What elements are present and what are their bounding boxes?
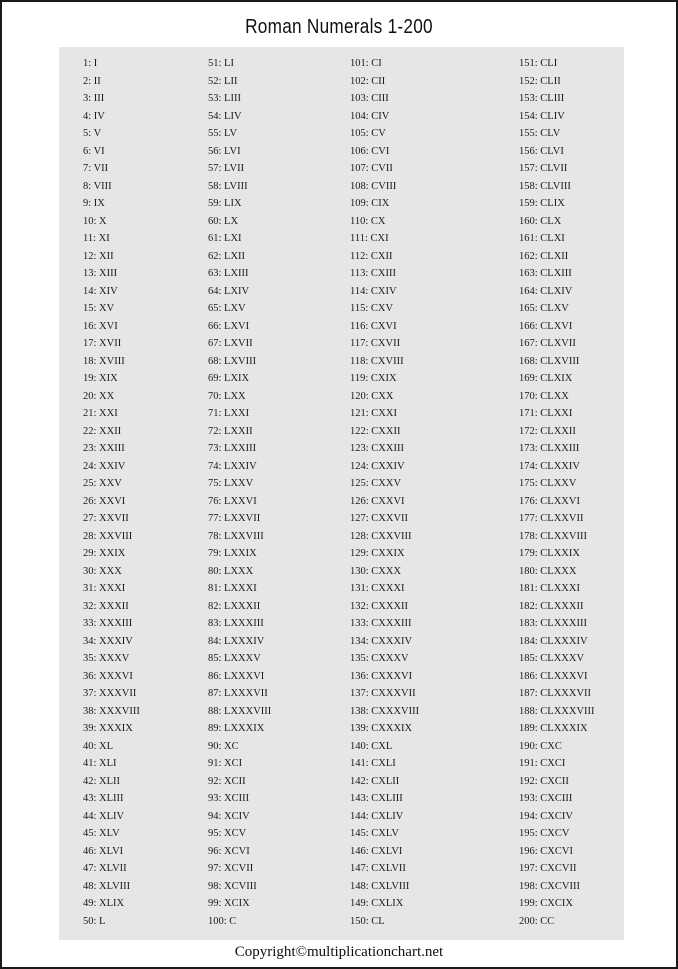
numeral-entry: 29: XXIX xyxy=(83,548,126,559)
numeral-entry: 165: CLXV xyxy=(519,303,569,314)
numeral-entry: 196: CXCVI xyxy=(519,845,573,857)
numeral-entry: 54: LIV xyxy=(208,110,242,122)
numeral-entry: 55: LV xyxy=(208,128,238,139)
numeral-entry: 45: XLV xyxy=(83,828,120,839)
numeral-entry: 3: III xyxy=(83,93,105,104)
numeral-entry: 199: CXCIX xyxy=(519,898,573,909)
numeral-entry: 25: XXV xyxy=(83,478,122,489)
numeral-entry: 115: CXV xyxy=(350,303,394,314)
numeral-entry: 72: LXXII xyxy=(208,425,253,437)
numeral-entry: 113: CXIII xyxy=(350,268,396,279)
numeral-entry: 80: LXXX xyxy=(208,565,254,577)
numeral-entry: 191: CXCI xyxy=(519,758,566,769)
numeral-entry: 14: XIV xyxy=(83,285,118,297)
numeral-entry: 83: LXXXIII xyxy=(208,618,264,629)
numeral-column-3 xyxy=(350,55,419,930)
numeral-entry: 12: XII xyxy=(83,250,114,262)
numeral-entry: 106: CVI xyxy=(350,145,390,157)
page-title: Roman Numerals 1-200 xyxy=(245,16,433,38)
numeral-entry: 107: CVII xyxy=(350,163,393,174)
numeral-entry: 100: C xyxy=(208,915,237,927)
numeral-entry: 33: XXXIII xyxy=(83,618,133,629)
numeral-entry: 47: XLVII xyxy=(83,863,127,874)
numeral-entry: 181: CLXXXI xyxy=(519,583,580,594)
numeral-entry: 94: XCIV xyxy=(208,810,250,822)
numeral-entry: 182: CLXXXII xyxy=(519,600,584,612)
numeral-entry: 56: LVI xyxy=(208,145,241,157)
numeral-entry: 147: CXLVII xyxy=(350,863,406,874)
numeral-column-4 xyxy=(519,55,595,930)
numeral-entry: 179: CLXXIX xyxy=(519,548,580,559)
numeral-entry: 49: XLIX xyxy=(83,898,125,909)
numeral-entry: 184: CLXXXIV xyxy=(519,635,588,647)
numeral-entry: 46: XLVI xyxy=(83,845,124,857)
numeral-entry: 138: CXXXVIII xyxy=(350,705,420,717)
numeral-entry: 16: XVI xyxy=(83,320,118,332)
numeral-entry: 36: XXXVI xyxy=(83,670,133,682)
numeral-entry: 82: LXXXII xyxy=(208,600,261,612)
numeral-entry: 186: CLXXXVI xyxy=(519,670,588,682)
numeral-entry: 86: LXXXVI xyxy=(208,670,265,682)
numeral-entry: 6: VI xyxy=(83,145,105,157)
numeral-entry: 75: LXXV xyxy=(208,478,254,489)
numeral-entry: 28: XXVIII xyxy=(83,530,133,542)
numeral-entry: 140: CXL xyxy=(350,740,393,752)
numeral-entry: 35: XXXV xyxy=(83,653,130,664)
numeral-entry: 155: CLV xyxy=(519,128,561,139)
numeral-entry: 129: CXXIX xyxy=(350,548,405,559)
numeral-entry: 42: XLII xyxy=(83,775,121,787)
numeral-entry: 73: LXXIII xyxy=(208,443,257,454)
numeral-entry: 126: CXXVI xyxy=(350,495,405,507)
numeral-entry: 70: LXX xyxy=(208,390,246,402)
numeral-entry: 34: XXXIV xyxy=(83,635,133,647)
numeral-entry: 134: CXXXIV xyxy=(350,635,413,647)
numeral-entry: 189: CLXXXIX xyxy=(519,723,588,734)
numeral-entry: 40: XL xyxy=(83,740,114,752)
numeral-entry: 152: CLII xyxy=(519,75,561,87)
numeral-entry: 141: CXLI xyxy=(350,758,396,769)
numeral-entry: 110: CX xyxy=(350,215,386,227)
numeral-entry: 124: CXXIV xyxy=(350,460,405,472)
numeral-entry: 69: LXIX xyxy=(208,373,250,384)
numeral-entry: 26: XXVI xyxy=(83,495,126,507)
numeral-entry: 190: CXC xyxy=(519,740,562,752)
numeral-entry: 142: CXLII xyxy=(350,775,400,787)
numeral-entry: 118: CXVIII xyxy=(350,355,404,367)
numeral-entry: 123: CXXIII xyxy=(350,443,404,454)
numeral-entry: 168: CLXVIII xyxy=(519,355,580,367)
numeral-entry: 136: CXXXVI xyxy=(350,670,413,682)
numeral-entry: 151: CLI xyxy=(519,58,558,69)
numeral-entry: 185: CLXXXV xyxy=(519,653,585,664)
numeral-entry: 95: XCV xyxy=(208,828,247,839)
numeral-entry: 48: XLVIII xyxy=(83,880,131,892)
numeral-entry: 41: XLI xyxy=(83,758,117,769)
numeral-entry: 2: II xyxy=(83,75,101,87)
numeral-entry: 183: CLXXXIII xyxy=(519,618,587,629)
numeral-entry: 170: CLXX xyxy=(519,390,569,402)
numeral-entry: 143: CXLIII xyxy=(350,793,403,804)
numeral-entry: 159: CLIX xyxy=(519,198,565,209)
numeral-entry: 96: XCVI xyxy=(208,845,250,857)
numeral-column-2 xyxy=(208,55,271,930)
numeral-entry: 193: CXCIII xyxy=(519,793,573,804)
numeral-entry: 169: CLXIX xyxy=(519,373,573,384)
numeral-entry: 114: CXIV xyxy=(350,285,397,297)
numeral-entry: 120: CXX xyxy=(350,390,394,402)
numeral-entry: 133: CXXXIII xyxy=(350,618,412,629)
numeral-entry: 31: XXXI xyxy=(83,583,126,594)
numeral-entry: 65: LXV xyxy=(208,303,246,314)
numeral-entry: 128: CXXVIII xyxy=(350,530,412,542)
numeral-entry: 50: L xyxy=(83,915,106,927)
numeral-entry: 109: CIX xyxy=(350,198,390,209)
numeral-entry: 92: XCII xyxy=(208,775,246,787)
numeral-entry: 176: CLXXVI xyxy=(519,495,580,507)
numeral-entry: 32: XXXII xyxy=(83,600,129,612)
numeral-entry: 60: LX xyxy=(208,215,239,227)
numeral-entry: 200: CC xyxy=(519,915,555,927)
numeral-entry: 153: CLIII xyxy=(519,93,565,104)
numeral-entry: 178: CLXXVIII xyxy=(519,530,587,542)
numeral-entry: 38: XXXVIII xyxy=(83,705,140,717)
numeral-entry: 91: XCI xyxy=(208,758,243,769)
numeral-entry: 187: CLXXXVII xyxy=(519,688,592,699)
numeral-entry: 10: X xyxy=(83,215,107,227)
numeral-entry: 156: CLVI xyxy=(519,145,564,157)
numeral-entry: 158: CLVIII xyxy=(519,180,571,192)
numeral-entry: 8: VIII xyxy=(83,180,112,192)
numeral-entry: 171: CLXXI xyxy=(519,408,573,419)
numeral-entry: 13: XIII xyxy=(83,268,118,279)
numeral-entry: 15: XV xyxy=(83,303,115,314)
numeral-entry: 135: CXXXV xyxy=(350,653,409,664)
numeral-column-1 xyxy=(83,55,140,930)
numeral-entry: 198: CXCVIII xyxy=(519,880,580,892)
numeral-entry: 84: LXXXIV xyxy=(208,635,265,647)
numeral-entry: 162: CLXII xyxy=(519,250,569,262)
numeral-entry: 74: LXXIV xyxy=(208,460,257,472)
numeral-entry: 132: CXXXII xyxy=(350,600,409,612)
numeral-entry: 163: CLXIII xyxy=(519,268,572,279)
numeral-entry: 125: CXXV xyxy=(350,478,402,489)
numeral-entry: 112: CXII xyxy=(350,250,393,262)
numerals-panel xyxy=(59,47,624,940)
numeral-entry: 180: CLXXX xyxy=(519,565,577,577)
numeral-entry: 78: LXXVIII xyxy=(208,530,264,542)
numeral-entry: 119: CXIX xyxy=(350,373,397,384)
numeral-entry: 71: LXXI xyxy=(208,408,250,419)
numeral-entry: 57: LVII xyxy=(208,163,245,174)
numeral-entry: 195: CXCV xyxy=(519,828,570,839)
numeral-entry: 62: LXII xyxy=(208,250,246,262)
numeral-entry: 174: CLXXIV xyxy=(519,460,580,472)
numeral-entry: 105: CV xyxy=(350,128,386,139)
numeral-entry: 11: XI xyxy=(83,233,110,244)
numeral-entry: 173: CLXXIII xyxy=(519,443,580,454)
numeral-entry: 101: CI xyxy=(350,58,382,69)
numeral-entry: 63: LXIII xyxy=(208,268,249,279)
numeral-entry: 99: XCIX xyxy=(208,898,250,909)
numeral-entry: 53: LIII xyxy=(208,93,241,104)
numeral-entry: 18: XVIII xyxy=(83,355,125,367)
numeral-entry: 66: LXVI xyxy=(208,320,250,332)
numeral-entry: 108: CVIII xyxy=(350,180,397,192)
numeral-entry: 111: CXI xyxy=(350,233,389,244)
numeral-entry: 43: XLIII xyxy=(83,793,124,804)
numeral-entry: 79: LXXIX xyxy=(208,548,257,559)
numeral-entry: 197: CXCVII xyxy=(519,863,577,874)
numeral-entry: 144: CXLIV xyxy=(350,810,404,822)
numeral-entry: 116: CXVI xyxy=(350,320,397,332)
numeral-entry: 172: CLXXII xyxy=(519,425,576,437)
numeral-entry: 177: CLXXVII xyxy=(519,513,584,524)
numeral-entry: 102: CII xyxy=(350,75,386,87)
numeral-entry: 154: CLIV xyxy=(519,110,565,122)
numeral-entry: 19: XIX xyxy=(83,373,118,384)
numeral-entry: 93: XCIII xyxy=(208,793,250,804)
numeral-entry: 145: CXLV xyxy=(350,828,399,839)
numeral-entry: 137: CXXXVII xyxy=(350,688,416,699)
numeral-entry: 76: LXXVI xyxy=(208,495,257,507)
numeral-entry: 30: XXX xyxy=(83,565,122,577)
numeral-entry: 58: LVIII xyxy=(208,180,248,192)
numeral-entry: 89: LXXXIX xyxy=(208,723,265,734)
numeral-entry: 130: CXXX xyxy=(350,565,402,577)
numeral-entry: 85: LXXXV xyxy=(208,653,261,664)
numeral-entry: 167: CLXVII xyxy=(519,338,576,349)
numeral-entry: 67: LXVII xyxy=(208,338,253,349)
numeral-entry: 39: XXXIX xyxy=(83,723,133,734)
numeral-entry: 121: CXXI xyxy=(350,408,397,419)
numeral-entry: 88: LXXXVIII xyxy=(208,705,272,717)
numeral-entry: 51: LI xyxy=(208,58,234,69)
numeral-entry: 194: CXCIV xyxy=(519,810,573,822)
numeral-entry: 161: CLXI xyxy=(519,233,565,244)
numeral-entry: 192: CXCII xyxy=(519,775,569,787)
numeral-entry: 149: CXLIX xyxy=(350,898,404,909)
numeral-entry: 52: LII xyxy=(208,75,238,87)
numeral-entry: 122: CXXII xyxy=(350,425,401,437)
numeral-entry: 22: XXII xyxy=(83,425,122,437)
numeral-entry: 157: CLVII xyxy=(519,163,568,174)
numeral-entry: 150: CL xyxy=(350,915,385,927)
numeral-entry: 160: CLX xyxy=(519,215,562,227)
numeral-entry: 61: LXI xyxy=(208,233,242,244)
numeral-entry: 24: XXIV xyxy=(83,460,126,472)
numeral-entry: 104: CIV xyxy=(350,110,390,122)
numeral-entry: 164: CLXIV xyxy=(519,285,573,297)
numeral-entry: 90: XC xyxy=(208,740,239,752)
numeral-entry: 127: CXXVII xyxy=(350,513,409,524)
numeral-entry: 1: I xyxy=(83,58,98,69)
numeral-entry: 188: CLXXXVIII xyxy=(519,705,595,717)
numeral-entry: 117: CXVII xyxy=(350,338,401,349)
numeral-entry: 21: XXI xyxy=(83,408,118,419)
numeral-entry: 97: XCVII xyxy=(208,863,254,874)
numeral-entry: 17: XVII xyxy=(83,338,122,349)
numeral-entry: 27: XXVII xyxy=(83,513,129,524)
numeral-entry: 23: XXIII xyxy=(83,443,125,454)
numeral-entry: 64: LXIV xyxy=(208,285,250,297)
numeral-entry: 98: XCVIII xyxy=(208,880,257,892)
numeral-entry: 59: LIX xyxy=(208,198,242,209)
numeral-entry: 175: CLXXV xyxy=(519,478,577,489)
numeral-entry: 131: CXXXI xyxy=(350,583,405,594)
numeral-entry: 4: IV xyxy=(83,110,105,122)
numeral-entry: 44: XLIV xyxy=(83,810,125,822)
numeral-entry: 87: LXXXVII xyxy=(208,688,268,699)
numeral-entry: 81: LXXXI xyxy=(208,583,257,594)
numeral-entry: 68: LXVIII xyxy=(208,355,257,367)
numeral-entry: 20: XX xyxy=(83,390,115,402)
numeral-entry: 103: CIII xyxy=(350,93,389,104)
numeral-entry: 37: XXXVII xyxy=(83,688,137,699)
numeral-entry: 5: V xyxy=(83,128,102,139)
numeral-entry: 139: CXXXIX xyxy=(350,723,413,734)
numeral-entry: 77: LXXVII xyxy=(208,513,261,524)
numeral-entry: 7: VII xyxy=(83,163,109,174)
numeral-entry: 146: CXLVI xyxy=(350,845,403,857)
numeral-entry: 9: IX xyxy=(83,198,105,209)
copyright-footer: Copyright©multiplicationchart.net xyxy=(234,944,444,960)
numeral-entry: 166: CLXVI xyxy=(519,320,573,332)
numeral-entry: 148: CXLVIII xyxy=(350,880,410,892)
